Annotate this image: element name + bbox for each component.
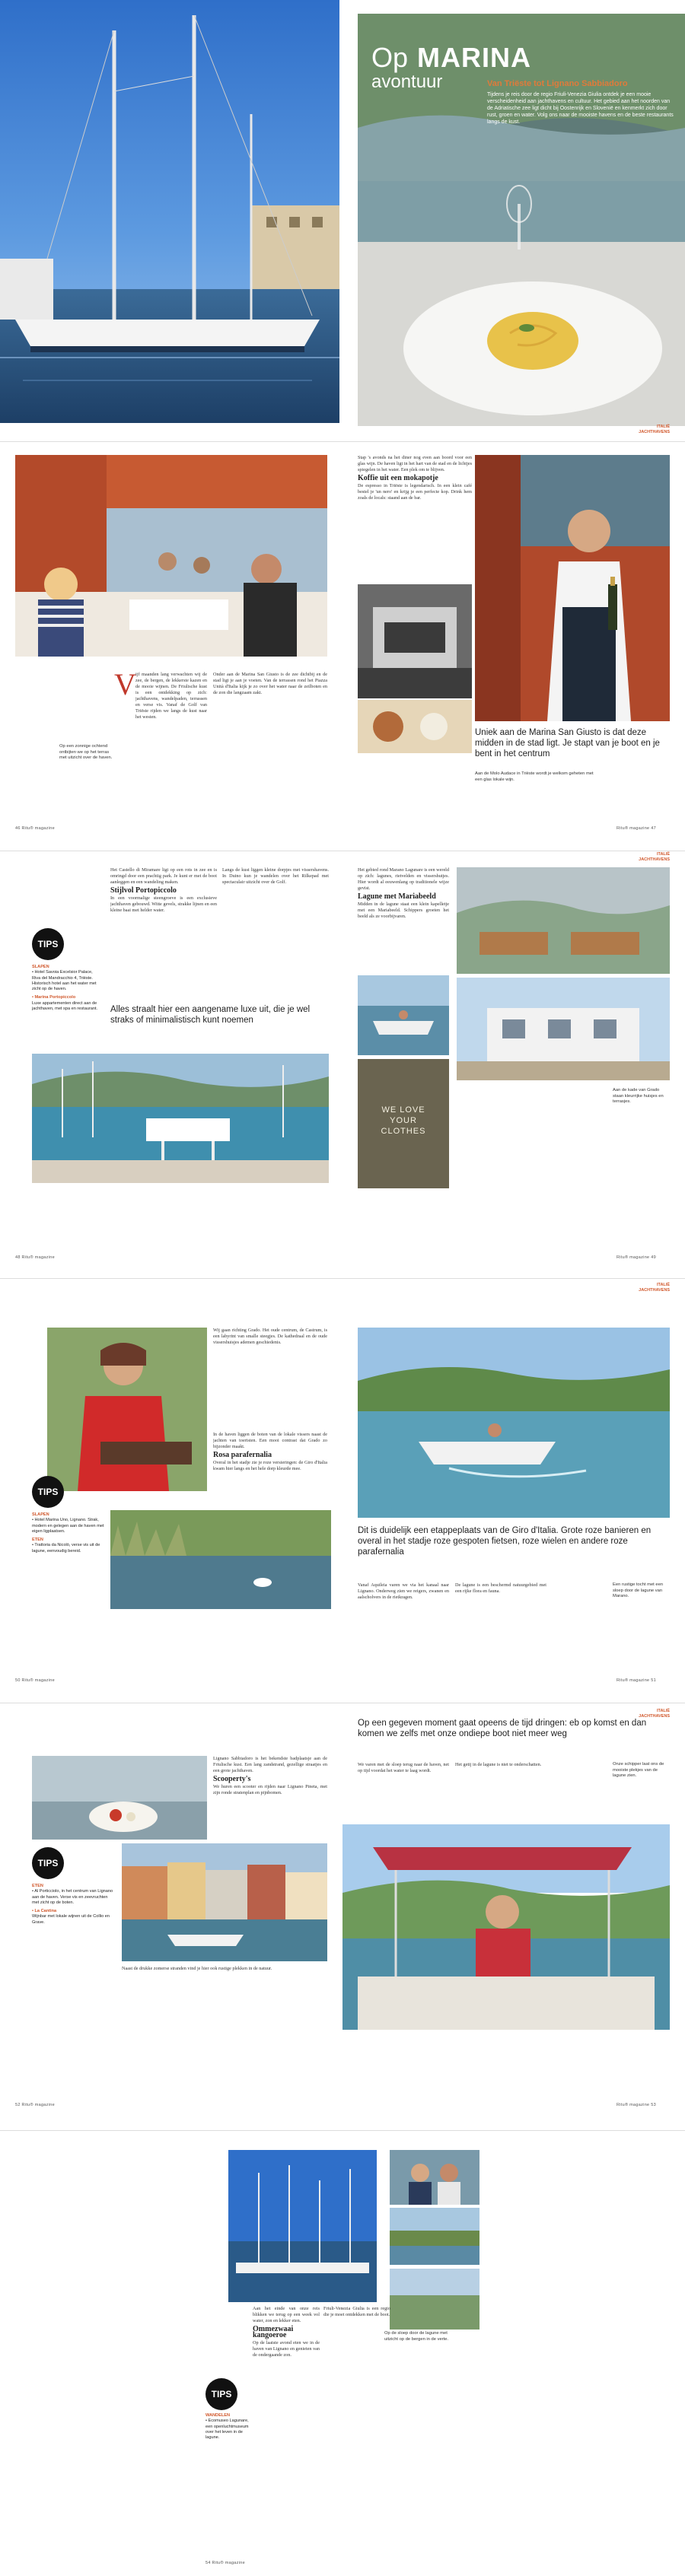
waiter-photo xyxy=(475,455,670,721)
paragraph: In een voormalige steengroeve is een exclusieve jachthaven gebouwd. Witte gevels, strakke lijnen en een kleine baai met helder water. xyxy=(110,895,217,913)
spread-3 xyxy=(0,852,685,1263)
section-tag: ITALIË JACHTHAVENS xyxy=(639,425,670,434)
photo-caption: Aan de kade van Grado staan kleurrijke huisjes en terrasjes. xyxy=(613,1088,664,1104)
paragraph: Overal in het stadje zie je roze versieringen: de Giro d'Italia kwam hier langs en het hele dorp kleurde mee. xyxy=(213,1460,327,1471)
marina-masts-photo xyxy=(228,2150,377,2302)
sailboat-photo xyxy=(0,0,339,423)
body-col-1 xyxy=(213,1756,327,1840)
spread-divider xyxy=(0,441,685,442)
spread-divider xyxy=(0,2130,685,2131)
photo-caption: Een rustige tocht met een sloep door de lagune van Marano. xyxy=(613,1582,664,1598)
tips-text: Wijnbar met lokale wijnen uit de Collio en Grave. xyxy=(32,1914,110,1925)
section-tag: ITALIË JACHTHAVENS xyxy=(639,1283,670,1293)
tips-text: • Trattoria da Nicolò, verse vis uit de lagune, eenvoudig bereid. xyxy=(32,1543,100,1554)
body-col-2 xyxy=(122,1966,327,2065)
subhead-lagune: Lagune met Mariabeeld xyxy=(358,892,436,901)
folio-left: 48 Ritu® magazine xyxy=(15,1255,55,1260)
tips-text: Luxe appartementen direct aan de jachthaven, met spa en restaurant. xyxy=(32,1000,98,1012)
subhead-rosa: Rosa parafernalia xyxy=(213,1451,272,1459)
pull-quote: Uniek aan de Marina San Giusto is dat deze midden in de stad ligt. Je stapt van je boot en je bent in het centrum xyxy=(475,728,660,758)
tips-text: • Ecomuseo Lagunare, een openluchtmuseum over het leven in de lagune. xyxy=(206,2419,249,2441)
photo-caption: Op de sloep door de lagune met uitzicht op de bergen in de verte. xyxy=(384,2331,449,2342)
spread-1 xyxy=(0,0,685,426)
pull-quote: Op een gegeven moment gaat opeens de tijd dringen: eb op komst en dan komen we zelfs met onze ondiepe boot niet meer weg xyxy=(358,1719,647,1738)
spread-6 xyxy=(0,2150,685,2576)
body-col-1 xyxy=(253,2306,320,2420)
folio-right: Ritu® magazine 49 xyxy=(616,1255,656,1260)
tips-label: ETEN xyxy=(32,1538,43,1543)
lagoon-bank-photo xyxy=(390,2208,480,2265)
paragraph: Langs de kust liggen kleine dorpjes met vissershavens. In Duino kun je wandelen over het Rilkepad met spectaculair uitzicht over de Golf. xyxy=(222,867,329,885)
photo-caption: Onze schipper laat ons de mooiste plekjes van de lagune zien. xyxy=(613,1762,664,1778)
folio-right: Ritu® magazine 51 xyxy=(616,1678,656,1683)
body-col-2 xyxy=(213,1432,327,1508)
boat-lagoon-photo xyxy=(358,975,449,1055)
title-marina: MARINA xyxy=(417,42,531,73)
clothes-shop-poster xyxy=(358,1059,449,1188)
subhead-scoop: Scooperty's xyxy=(213,1775,251,1783)
paragraph: We varen met de sloep terug naar de haven, net op tijd voordat het water te laag wordt. xyxy=(358,1762,449,1773)
subhead-portopiccolo: Stijlvol Portopiccolo xyxy=(110,886,177,895)
tips-badge: TIPS xyxy=(32,928,64,960)
espresso-machine-photo xyxy=(358,584,472,698)
tips-label: WANDELEN xyxy=(206,2413,231,2418)
subhead-ommezwaai: Ommezwaai kangoeroe xyxy=(253,2325,294,2339)
body-col-2 xyxy=(213,672,327,809)
paragraph: De espresso in Triëste is legendarisch. In een klein café bestel je 'un nero' en krijg je een perfecte kop. Drink hem zoals de locals: staand aan de bar. xyxy=(358,483,472,501)
title-page xyxy=(358,14,685,426)
modern-building-photo xyxy=(457,978,670,1080)
folio-right: Ritu® magazine 53 xyxy=(616,2103,656,2107)
folio-left: 54 Ritu® magazine xyxy=(206,2561,245,2565)
paragraph: Aan het einde van onze reis blikken we terug op een week vol water, zon en lekker eten. xyxy=(253,2306,320,2323)
marina-table-photo xyxy=(32,1054,329,1183)
tips-label: SLAPEN xyxy=(32,965,49,969)
harbour-houses-photo xyxy=(122,1843,327,1961)
folio-left: 50 Ritu® magazine xyxy=(15,1678,55,1683)
body-col-3 xyxy=(358,1762,449,1823)
paragraph: ijf maanden lang verwachten wij de zee, de bergen, de lekkerste kazen en de mooie wijnen. De Friulische kust is een ontdekking op zich: jachthavens, wandelpaden, terrassen en verse vis. Vanaf de Golf van Triëste rijden we langs de kust naar het westen. xyxy=(135,672,207,720)
couple-photo xyxy=(390,2150,480,2205)
section-tag: ITALIË JACHTHAVENS xyxy=(639,852,670,862)
subhead-koffie: Koffie uit een mokapotje xyxy=(358,474,438,482)
folio-left: 46 Ritu® magazine xyxy=(15,826,55,831)
lounge-beach-photo xyxy=(457,867,670,974)
body-col-2 xyxy=(323,2306,390,2420)
paragraph: Wij gaan richting Grado. Het oude centrum, de Castrum, is een labyrint van smalle steegjes. De kathedraal en de oude vissershuisjes ademen geschiedenis. xyxy=(213,1328,327,1345)
sunset-plate-photo xyxy=(32,1756,207,1840)
tips-body xyxy=(32,965,100,1012)
tips-badge: TIPS xyxy=(32,1847,64,1879)
paragraph: Lignano Sabbiadoro is het bekendste badplaatsje aan de Friulische kust. Een lang zandstrand, gezellige straatjes en een grote jachthaven. xyxy=(213,1756,327,1773)
tips-body xyxy=(32,1884,116,1926)
paragraph: Het gebied rond Marano Lagunare is een wereld op zich: lagunes, rietvelden en vissershutjes. Hier wordt al eeuwenlang op traditionele wijze gevist. xyxy=(358,867,449,891)
body-col-3 xyxy=(358,867,449,974)
paragraph: Naast de drukke zomerse stranden vind je hier ook rustige plekken in de natuur. xyxy=(122,1966,272,1971)
body-col-4 xyxy=(455,1582,546,1666)
paragraph: Friuli-Venezia Giulia is een regio die je moet ontdekken met de boot. xyxy=(323,2306,390,2317)
paragraph: Midden in de lagune staat een klein kapelletje met een Mariabeeld. Schippers groeten het beeld als ze voorbijvaren. xyxy=(358,902,449,919)
tips-label: • Marina Portopiccolo xyxy=(32,995,76,1000)
terrace-lunch-photo xyxy=(15,455,327,657)
paragraph: Het Castello di Miramare ligt op een rots in zee en is omringd door een prachtig park. Je kunt er met de boot aanleggen en een wandeling maken. xyxy=(110,867,217,885)
tips-text: • Hotel Savoia Excelsior Palace, Riva del Mandracchio 4, Triëste. Historisch hotel aan het water met zicht op de haven. xyxy=(32,970,97,992)
body-col-1 xyxy=(213,1328,327,1430)
photo-caption-right: Aan de Molo Audace in Triëste wordt je welkom geheten met een glas lokale wijn. xyxy=(475,771,594,782)
tips-text: • Hotel Marina Uno, Lignano. Strak, modern en gelegen aan de haven met eigen ligplaatsen. xyxy=(32,1518,104,1534)
poster-text: WE LOVE YOUR CLOTHES xyxy=(381,1105,426,1136)
lagoon-reeds-photo xyxy=(390,2269,480,2330)
woman-fish-photo xyxy=(47,1328,207,1491)
tips-label: • La Cantina xyxy=(32,1909,57,1914)
title-subtitle: Van Triëste tot Lignano Sabbiadoro xyxy=(487,79,628,88)
body-col-1 xyxy=(110,867,217,1000)
dropcap: V xyxy=(114,667,136,701)
tips-text: • Al Porticciolo, in het centrum van Lignano aan de haven. Verse vis en zeevruchten met zicht op de boten. xyxy=(32,1889,113,1905)
breakfast-photo xyxy=(358,700,472,753)
paragraph: Onder aan de Marina San Giusto is de zee dichtbij en de stad ligt je aan je voeten. Van de terrassen rond het Piazza Unità d'Italia kijk je zo over het water naar de zeilboten en de zon die langzaam zakt. xyxy=(213,672,327,695)
paragraph: We huren een scooter en rijden naar Lignano Pineta, met zijn ronde stratenplan en pijnbomen. xyxy=(213,1784,327,1795)
body-col-4 xyxy=(455,1762,546,1823)
pull-quote: Alles straalt hier een aangename luxe uit, die je wel straks of minimalistisch kunt noemen xyxy=(110,1005,311,1025)
skipper-boat-photo xyxy=(342,1824,670,2030)
motorboat-lagoon-photo xyxy=(358,1328,670,1518)
tips-label: SLAPEN xyxy=(32,1512,49,1517)
spread-4 xyxy=(0,1283,685,1689)
section-tag: ITALIË JACHTHAVENS xyxy=(639,1709,670,1719)
folio-right: Ritu® magazine 47 xyxy=(616,826,656,831)
tips-badge: TIPS xyxy=(206,2378,237,2410)
paragraph: Vanaf Aquileia varen we via het kanaal naar Lignano. Onderweg zien we reigers, zwanen en aalscholvers in de rietkragen. xyxy=(358,1582,449,1600)
pull-quote: Dit is duidelijk een etappeplaats van de Giro d'Italia. Grote roze banieren en overal in het stadje roze gespoten fietsen, roze wielen en andere roze parafernalia xyxy=(358,1526,652,1557)
title-avontuur: avontuur xyxy=(371,72,443,92)
paragraph: Het getij in de lagune is niet te onderschatten. xyxy=(455,1762,542,1767)
tips-body xyxy=(32,1512,108,1554)
paragraph: Stap 's avonds na het diner nog even aan boord voor een glas wijn. De haven ligt in het hart van de stad en de lichtjes spiegelen in het water. Een plek om te blijven. xyxy=(358,455,472,472)
body-col-2 xyxy=(222,867,329,981)
tips-body xyxy=(206,2413,251,2441)
body-col-3 xyxy=(358,455,472,584)
spread-2 xyxy=(0,425,685,835)
paragraph: In de haven liggen de boten van de lokale vissers naast de jachten van toeristen. Een mooi contrast dat Grado zo bijzonder maakt. xyxy=(213,1432,327,1449)
title-intro: Tijdens je reis door de regio Friuli-Venezia Giulia ontdek je een mooie verscheidenheid aan jachthavens en cultuur. Het gebied aan het noorden van de Adriatische zee ligt dicht bij Oostenrijk en Slovenië en kenmerkt zich door rust, groen en water. Volg ons naar de mooiste havens en de beste restaurants langs de kust. xyxy=(487,92,674,125)
photo-caption-left: Op een zonnige ochtend ontbijten we op het terras met uitzicht over de haven. xyxy=(59,744,113,760)
folio-left: 52 Ritu® magazine xyxy=(15,2103,55,2107)
title-op: Op xyxy=(371,42,409,73)
reed-swan-photo xyxy=(110,1510,331,1609)
spread-5 xyxy=(0,1709,685,2113)
spread-divider xyxy=(0,1278,685,1279)
tips-label: ETEN xyxy=(32,1884,43,1888)
paragraph: Op de laatste avond eten we in de haven van Lignano en genieten van de ondergaande zon. xyxy=(253,2340,320,2358)
paragraph: De lagune is een beschermd natuurgebied met een rijke flora en fauna. xyxy=(455,1582,546,1594)
body-col-1 xyxy=(135,672,207,809)
body-col-3 xyxy=(358,1582,449,1666)
tips-badge: TIPS xyxy=(32,1476,64,1508)
